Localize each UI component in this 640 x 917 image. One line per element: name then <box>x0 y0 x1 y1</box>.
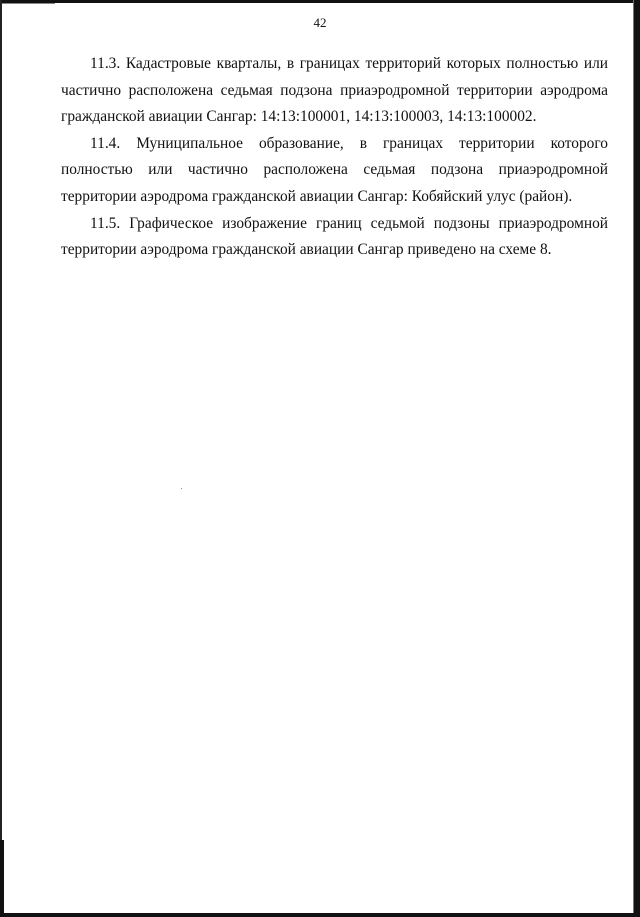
scan-border-bottom <box>0 913 640 917</box>
page-number: 42 <box>313 15 327 30</box>
scan-speck <box>181 488 182 489</box>
scan-border-left <box>0 0 2 917</box>
scan-artifact <box>0 3 55 4</box>
scan-border-top <box>0 0 640 3</box>
scan-border-right <box>634 0 640 917</box>
document-body <box>61 51 608 264</box>
paragraph-11-5: 11.5. Графическое изображение границ седьмой подзоны приаэродромной территории аэродрома гражданской авиации Сангар приведено на схеме 8. <box>61 214 608 259</box>
scan-border-left-bottom <box>0 840 4 917</box>
paragraph-11-4: 11.4. Муниципальное образование, в границах территории которого полностью или частично расположена седьмая подзона приаэродромной территории аэродрома гражданской авиации Сангар: Кобяйский улус (район). <box>61 134 608 205</box>
paragraph-11-3: 11.3. Кадастровые кварталы, в границах территорий которых полностью или частично расположена седьмая подзона приаэродромной территории аэродрома гражданской авиации Сангар: 14:13:100001, 14:13:100003, 14:13:100002. <box>61 55 608 126</box>
